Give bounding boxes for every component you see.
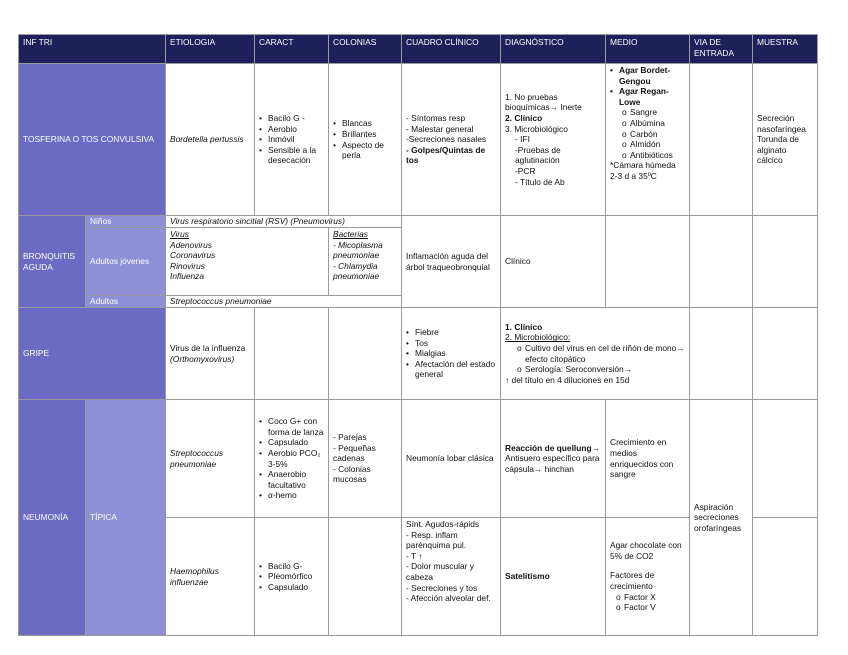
header-medio: MEDIO <box>606 35 690 64</box>
haemo-cuadro <box>402 518 501 636</box>
colonia-line: - Parejas <box>333 432 367 443</box>
colonia-line: - Colonias mucosas <box>333 463 371 485</box>
tosferina-caract <box>255 64 329 216</box>
strep-diag-rest: → Antisuero específico para cápsula→ hinchan <box>505 442 600 474</box>
gripe-diag-item: o Cultivo del virus en cel de riñón de mono→ efecto citopático <box>517 343 685 364</box>
caract-item: • Capsulado <box>259 582 324 593</box>
diag-line: 2. Clínico <box>505 113 543 124</box>
tosferina-diag <box>501 64 606 216</box>
caract-item: • Aerobio <box>259 124 324 135</box>
cuadro-line: - Golpes/Quintas de tos <box>406 144 486 166</box>
haemo-cuadro-title: Sínt. Agudos-rápids <box>406 519 480 529</box>
haemo-medio <box>606 518 690 636</box>
row-gripe <box>19 308 818 400</box>
virus-title: Virus <box>170 229 189 239</box>
bronquitis-muestra <box>753 216 818 308</box>
strep-etiologia: Streptococcus pneumoniae <box>166 400 255 518</box>
caract-item: • Capsulado <box>259 437 324 448</box>
row-bronquitis-ninos <box>19 216 818 228</box>
medio-item: o Antibióticos <box>622 150 685 161</box>
cuadro-line: -Secreciones nasales <box>406 134 487 145</box>
bronquitis-diag: Clínico <box>501 216 606 308</box>
factor-item: o Factor X <box>616 592 685 603</box>
gripe-diag-1: 1. Clínico <box>505 321 543 332</box>
cuadro-line: - Síntomas resp <box>406 113 466 124</box>
disease-tosferina: TOSFERINA O TOS CONVULSIVA <box>19 64 166 216</box>
header-caract: CARACT <box>255 35 329 64</box>
diag-line: - Título de Ab <box>515 176 565 187</box>
header-colonias: COLONIAS <box>329 35 402 64</box>
header-via: VIA DE ENTRADA <box>690 35 753 64</box>
cuadro-line: - Secreciones y tos <box>406 582 478 593</box>
strep-colonias <box>329 400 402 518</box>
tosferina-via <box>690 64 753 216</box>
tosferina-muestra: Secreción nasofaríngea Torunda de alginato cálcico <box>753 64 818 216</box>
disease-gripe: GRIPE <box>19 308 166 400</box>
header-row <box>19 35 818 64</box>
disease-bronquitis: BRONQUITIS AGUDA <box>19 216 86 308</box>
colonia-item: • Brillantes <box>333 129 397 140</box>
virus-item: Rinovirus <box>170 260 205 271</box>
haemo-muestra <box>753 518 818 636</box>
medio-agar: • Agar Regan-Lowe <box>610 86 685 107</box>
cuadro-item: • Tos <box>406 338 496 349</box>
colonia-item: • Blancas <box>333 118 397 129</box>
diag-line: -PCR <box>515 165 536 176</box>
sub-adultos: Adultos <box>86 296 166 308</box>
bact-item: - Chlamydia pneumoniae <box>333 260 380 282</box>
caract-item: • Bacilo G - <box>259 113 324 124</box>
haemo-diag: Satelitismo <box>501 518 606 636</box>
strep-cuadro: Neumonía lobar clásica <box>402 400 501 518</box>
caract-item: • Anaerobio facultativo <box>259 469 324 490</box>
cuadro-item: • Mialgias <box>406 348 496 359</box>
bronquitis-via <box>690 216 753 308</box>
gripe-muestra <box>753 308 818 400</box>
cuadro-line: - Dolor muscular y cabeza <box>406 561 474 582</box>
strep-diag <box>501 400 606 518</box>
ninos-etiologia: Virus respiratorio sincitial (RSV) (Pneumovirus) <box>166 216 402 228</box>
sub-jovenes: Adultos jóvenes <box>86 228 166 296</box>
bact-item: - Micoplasma pneumoniae <box>333 239 383 261</box>
cuadro-item: • Fiebre <box>406 327 496 338</box>
gripe-diag-note: ↑ del título en 4 diluciones en 15d <box>505 374 630 385</box>
header-etiologia: ETIOLOGIA <box>166 35 255 64</box>
haemo-caract <box>255 518 329 636</box>
tosferina-colonias <box>329 64 402 216</box>
medio-item: o Carbón <box>622 129 685 140</box>
haemo-etiologia: Haemophilus influenzae <box>166 518 255 636</box>
header-cuadro: CUADRO CLÍNICO <box>402 35 501 64</box>
caract-item: • Coco G+ con forma de lanza <box>259 416 324 437</box>
gripe-etiologia <box>166 308 255 400</box>
gripe-etiologia-italic: (Orthomyxovirus) <box>170 353 235 364</box>
cuadro-line: - T ↑ <box>406 550 423 561</box>
cuadro-line: - Afección alveolar def. <box>406 593 491 604</box>
gripe-cuadro <box>402 308 501 400</box>
sub-tipica: TÍPICA <box>86 400 166 636</box>
diag-line: - IFI <box>515 134 530 145</box>
cuadro-item: • Afectación del estado general <box>406 359 496 380</box>
header-muestra: MUESTRA <box>753 35 818 64</box>
header-inf-tri: INF TRI <box>19 35 166 64</box>
disease-neumonia: NEUMONÍA <box>19 400 86 636</box>
caract-item: • α-hemo <box>259 490 324 501</box>
caract-item: • Bacilo G- <box>259 561 324 572</box>
virus-item: Influenza <box>170 271 205 282</box>
tosferina-medio <box>606 64 690 216</box>
diag-line: 3. Microbiológico <box>505 123 568 134</box>
colonia-item: • Aspecto de perla <box>333 140 397 161</box>
colonia-line: - Pequeñas cadenas <box>333 442 376 464</box>
medio-item: o Almidón <box>622 139 685 150</box>
cuadro-line: - Resp. inflam parénquima pul. <box>406 529 467 551</box>
medio-note: *Cámara húmeda 2-3 d a 35ºC <box>610 160 676 181</box>
factor-item: o Factor V <box>616 602 685 613</box>
caract-item: • Inmóvil <box>259 134 324 145</box>
row-neumonia-strep <box>19 400 818 518</box>
tosferina-etiologia: Bordetella pertussis <box>166 64 255 216</box>
gripe-diag <box>501 308 690 400</box>
adultos-etiologia: Streptococcus pneumoniae <box>166 296 402 308</box>
strep-caract <box>255 400 329 518</box>
medio-agar: • Agar Bordet-Gengou <box>610 65 685 86</box>
bronquitis-cuadro: Inflamación aguda del árbol traqueobronquial <box>402 216 501 308</box>
gripe-caract <box>255 308 329 400</box>
jovenes-bacterias <box>329 228 402 296</box>
caract-item: • Pleomórfico <box>259 571 324 582</box>
header-diagnostico: DIAGNÓSTICO <box>501 35 606 64</box>
jovenes-virus <box>166 228 329 296</box>
gripe-diag-item: o Serología: Seroconversión→ <box>517 364 685 375</box>
cuadro-line: - Malestar general <box>406 123 474 134</box>
strep-muestra <box>753 400 818 518</box>
medio-item: o Albúmina <box>622 118 685 129</box>
gripe-via <box>690 308 753 400</box>
diag-line: 1. No pruebas bioquímicas→ Inerte <box>505 91 582 113</box>
haemo-medio-1: Agar chocolate con 5% de CO2 <box>610 540 682 561</box>
sub-ninos: Niños <box>86 216 166 228</box>
neumonia-via: Aspiración secreciones orofaríngeas <box>690 400 753 636</box>
tosferina-cuadro <box>402 64 501 216</box>
caract-item: • Sensible a la desecación <box>259 145 324 166</box>
gripe-etiologia-text: Virus de la influenza <box>170 342 246 353</box>
strep-diag-bold: Reacción de quellung <box>505 442 592 453</box>
bronquitis-medio <box>606 216 690 308</box>
medio-item: o Sangre <box>622 107 685 118</box>
virus-item: Coronavirus <box>170 250 216 261</box>
bact-title: Bacterias <box>333 229 368 239</box>
gripe-colonias <box>329 308 402 400</box>
caract-item: • Aerobio PCO₂ 3-5% <box>259 448 324 469</box>
strep-medio: Crecimiento en medios enriquecidos con sangre <box>606 400 690 518</box>
row-tosferina <box>19 64 818 216</box>
haemo-medio-2: Factores de crecimiento <box>610 570 655 591</box>
gripe-diag-2: 2. Microbiológico: <box>505 332 571 343</box>
virus-item: Adenovirus <box>170 239 212 250</box>
diag-line: -Pruebas de aglutinación <box>515 144 561 166</box>
infections-table <box>18 34 818 636</box>
haemo-colonias <box>329 518 402 636</box>
